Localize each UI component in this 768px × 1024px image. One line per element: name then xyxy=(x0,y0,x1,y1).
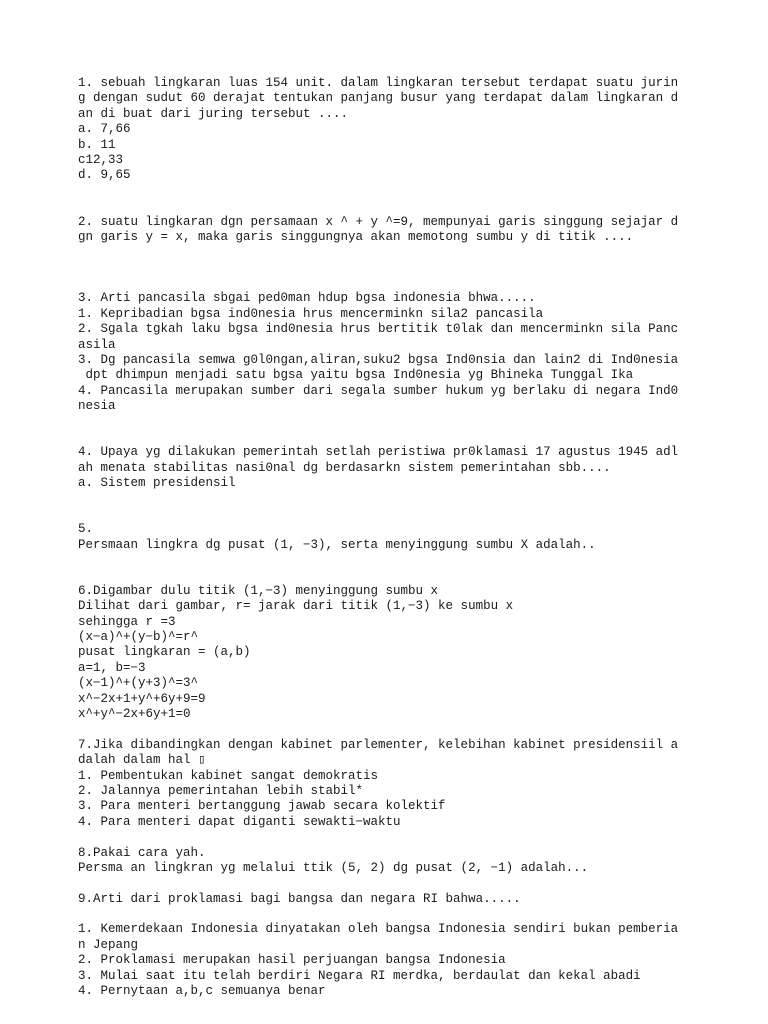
text-line: an di buat dari juring tersebut .... xyxy=(78,106,349,121)
blank-line xyxy=(78,245,708,260)
text-line: a. 7,66 xyxy=(78,122,131,137)
text-line: x^−2x+1+y^+6y+9=9 xyxy=(78,691,206,706)
text-line: (x−a)^+(y−b)^=r^ xyxy=(78,630,199,645)
text-line: 3. Arti pancasila sbgai ped0man hdup bgsa indonesia bhwa..... xyxy=(78,291,536,306)
text-line: 9.Arti dari proklamasi bagi bangsa dan negara RI bahwa..... xyxy=(78,891,521,906)
text-line: gn garis y = x, maka garis singgungnya akan memotong sumbu y di titik .... xyxy=(78,229,634,244)
text-line: pusat lingkaran = (a,b) xyxy=(78,645,251,660)
document-text xyxy=(78,76,708,999)
text-line: a. Sistem presidensil xyxy=(78,476,236,491)
text-line: a=1, b=−3 xyxy=(78,660,146,675)
blank-line xyxy=(78,199,708,214)
text-line: 4. Pancasila merupakan sumber dari segala sumber hukum yg berlaku di negara Ind0 xyxy=(78,383,679,398)
text-line: Persma an lingkran yg melalui ttik (5, 2) dg pusat (2, −1) adalah... xyxy=(78,860,589,875)
text-line: n Jepang xyxy=(78,937,139,952)
text-line: 8.Pakai cara yah. xyxy=(78,845,206,860)
text-line: 5. xyxy=(78,522,94,537)
text-line: 4. Para menteri dapat diganti sewakti−waktu xyxy=(78,814,401,829)
text-line: 1. sebuah lingkaran luas 154 unit. dalam lingkaran tersebut terdapat suatu jurin xyxy=(78,76,679,90)
text-line: 4. Pernytaan a,b,c semuanya benar xyxy=(78,984,326,999)
text-line: nesia xyxy=(78,399,116,414)
blank-line xyxy=(78,261,708,276)
blank-line xyxy=(78,907,708,922)
blank-line xyxy=(78,430,708,445)
text-line: 4. Upaya yg dilakukan pemerintah setlah peristiwa pr0klamasi 17 agustus 1945 adl xyxy=(78,445,679,460)
text-line: 1. Kemerdekaan Indonesia dinyatakan oleh bangsa Indonesia sendiri bukan pemberia xyxy=(78,922,679,937)
text-line: d. 9,65 xyxy=(78,168,131,183)
text-line: 7.Jika dibandingkan dengan kabinet parlementer, kelebihan kabinet presidensiil a xyxy=(78,737,679,752)
blank-line xyxy=(78,507,708,522)
blank-line xyxy=(78,876,708,891)
text-line: 2. Jalannya pemerintahan lebih stabil* xyxy=(78,783,364,798)
text-line: c12,33 xyxy=(78,152,124,167)
text-line: 2. suatu lingkaran dgn persamaan x ^ + y ^=9, mempunyai garis singgung sejajar d xyxy=(78,214,679,229)
blank-line xyxy=(78,184,708,199)
text-line: dpt dhimpun menjadi satu bgsa yaitu bgsa Ind0nesia yg Bhineka Tunggal Ika xyxy=(78,368,634,383)
text-line: Persmaan lingkra dg pusat (1, −3), serta menyinggung sumbu X adalah.. xyxy=(78,537,596,552)
text-line: sehingga r =3 xyxy=(78,614,176,629)
text-line: 3. Para menteri bertanggung jawab secara kolektif xyxy=(78,799,446,814)
text-line: 6.Digambar dulu titik (1,−3) menyinggung sumbu x xyxy=(78,583,439,598)
blank-line xyxy=(78,830,708,845)
text-line: 1. Kepribadian bgsa ind0nesia hrus mencerminkn sila2 pancasila xyxy=(78,306,544,321)
text-line: Dilihat dari gambar, r= jarak dari titik (1,−3) ke sumbu x xyxy=(78,599,514,614)
text-line: 2. Sgala tgkah laku bgsa ind0nesia hrus bertitik t0lak dan mencerminkn sila Panc xyxy=(78,322,679,337)
blank-line xyxy=(78,415,708,430)
text-line: ah menata stabilitas nasi0nal dg berdasarkn sistem pemerintahan sbb.... xyxy=(78,460,611,475)
blank-line xyxy=(78,492,708,507)
text-line: 3. Dg pancasila semwa g0l0ngan,aliran,suku2 bgsa Ind0nsia dan lain2 di Ind0nesia xyxy=(78,353,679,368)
text-line: 3. Mulai saat itu telah berdiri Negara RI merdka, berdaulat dan kekal abadi xyxy=(78,968,641,983)
text-line: dalah dalam hal ▯ xyxy=(78,753,206,768)
text-line: 1. Pembentukan kabinet sangat demokratis xyxy=(78,768,379,783)
missing-glyph-box: ▯ xyxy=(198,753,206,768)
blank-line xyxy=(78,276,708,291)
text-line: 2. Proklamasi merupakan hasil perjuangan bangsa Indonesia xyxy=(78,953,506,968)
text-line: g dengan sudut 60 derajat tentukan panjang busur yang terdapat dalam lingkaran d xyxy=(78,91,679,106)
blank-line xyxy=(78,553,708,568)
text-line: x^+y^−2x+6y+1=0 xyxy=(78,707,191,722)
text-line: b. 11 xyxy=(78,137,116,152)
text-line: (x−1)^+(y+3)^=3^ xyxy=(78,676,199,691)
blank-line xyxy=(78,722,708,737)
text-line: asila xyxy=(78,337,116,352)
blank-line xyxy=(78,569,708,584)
